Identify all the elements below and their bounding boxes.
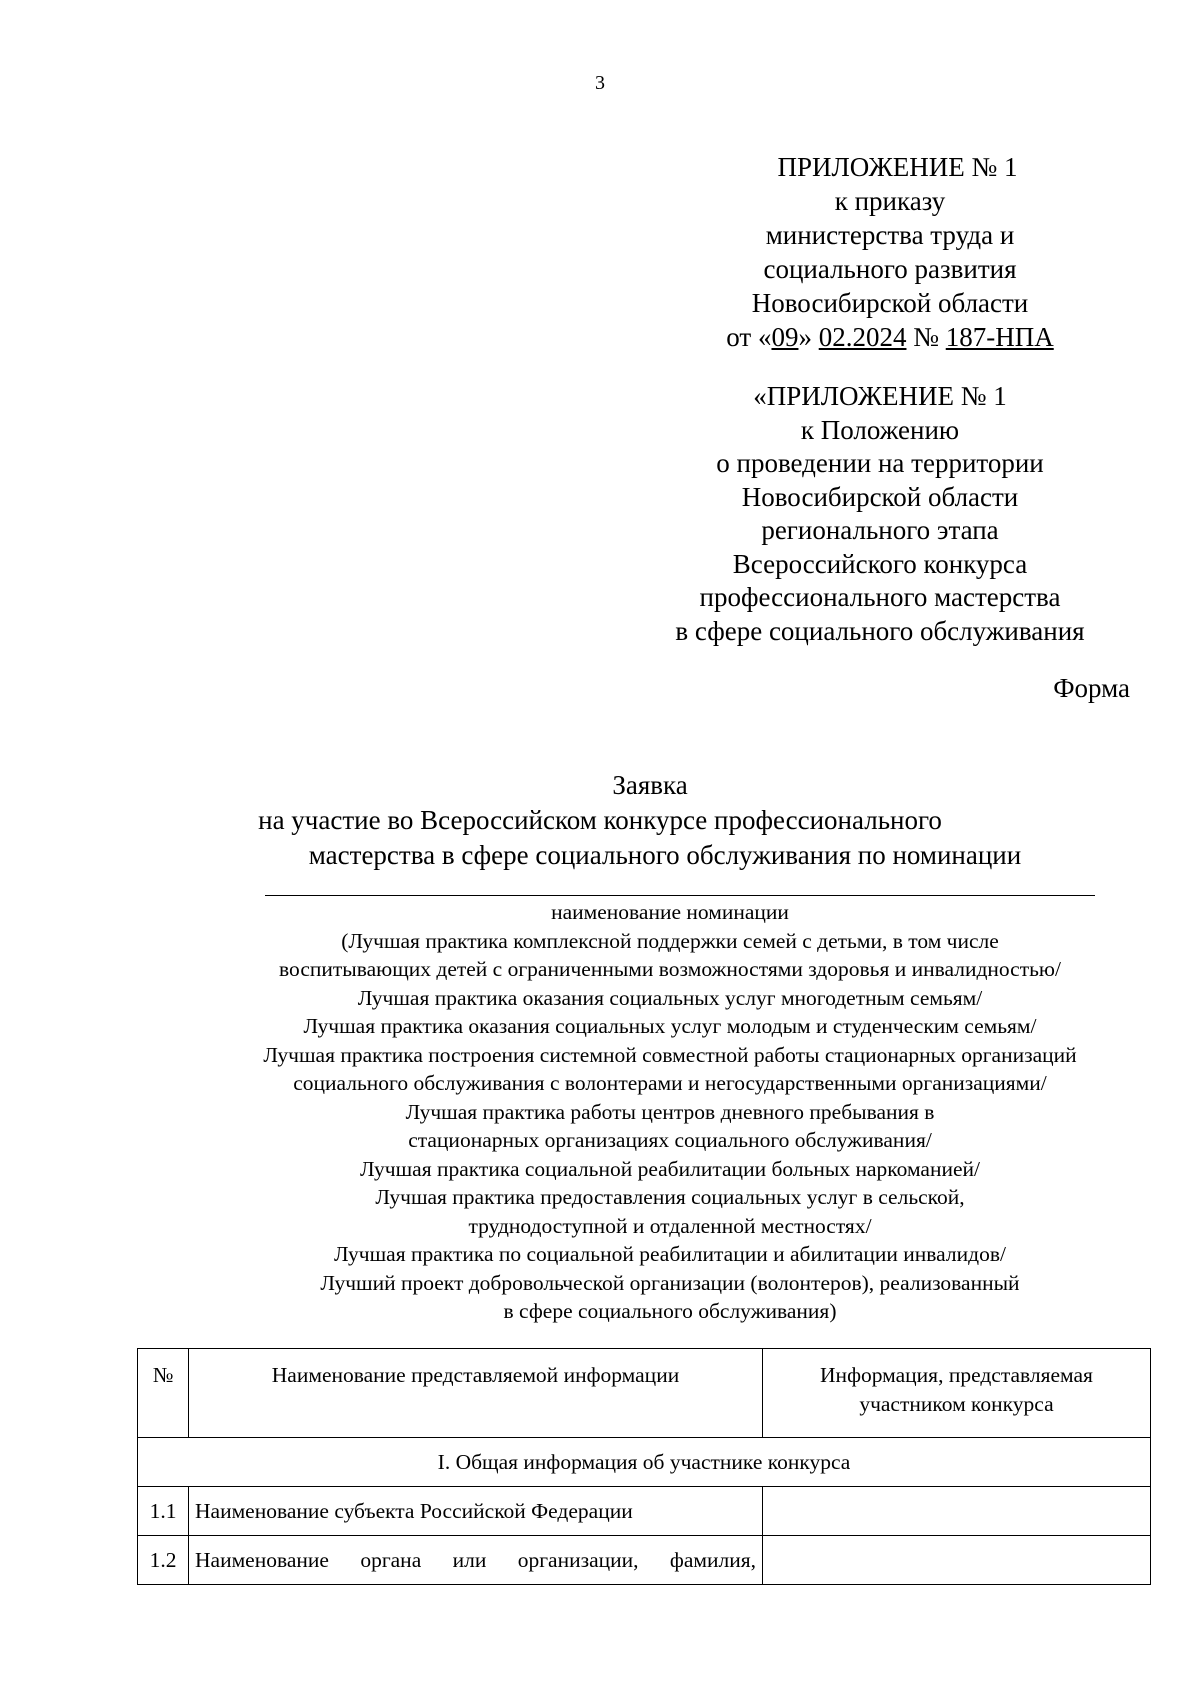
- regulation-appendix: [660, 380, 1100, 648]
- nomination-line: стационарных организациях социального обслуживания/: [408, 1128, 932, 1152]
- nomination-line: воспитывающих детей с ограниченными возможностями здоровья и инвалидностью/: [279, 957, 1061, 981]
- order-reference: [700, 320, 1080, 354]
- application-line: мастерства в сфере социального обслуживания по номинации: [308, 840, 1022, 870]
- regulation-line: профессионального мастерства: [699, 582, 1061, 612]
- application-table: [137, 1348, 1151, 1585]
- nomination-line: труднодоступной и отдаленной местностях/: [468, 1213, 872, 1238]
- header-info-line: участником конкурса: [859, 1392, 1054, 1416]
- appendix-line: к приказу: [834, 186, 946, 216]
- nomination-line: Лучшая практика оказания социальных услуг многодетным семьям/: [357, 985, 983, 1010]
- form-label: Форма: [1053, 673, 1130, 703]
- row-name: Наименование органа или организации, фамилия,: [189, 1536, 763, 1585]
- appendix-line: Новосибирской области: [751, 288, 1029, 318]
- order-num-prefix: №: [906, 322, 946, 352]
- appendix-title: ПРИЛОЖЕНИЕ № 1: [777, 152, 1018, 182]
- section-row: [138, 1438, 1151, 1487]
- header-name: Наименование представляемой информации: [189, 1349, 763, 1438]
- table-header-row: [138, 1349, 1151, 1438]
- regulation-line: о проведении на территории: [716, 448, 1044, 478]
- table-row: [138, 1536, 1151, 1585]
- nomination-line: Лучшая практика социальной реабилитации больных наркоманией/: [360, 1156, 980, 1181]
- section-title: I. Общая информация об участнике конкурса: [138, 1438, 1151, 1487]
- nomination-line: Лучшая практика работы центров дневного пребывания в: [405, 1099, 935, 1124]
- order-prefix: от «: [726, 322, 772, 352]
- order-day: 09: [771, 322, 799, 352]
- regulation-line: в сфере социального обслуживания: [675, 615, 1085, 646]
- row-name: Наименование субъекта Российской Федерации: [189, 1487, 763, 1536]
- application-heading: [0, 768, 1200, 873]
- regulation-line: регионального этапа: [761, 515, 999, 545]
- nomination-line: социального обслуживания с волонтерами и негосударственными организациями/: [293, 1071, 1047, 1095]
- nomination-line: Лучший проект добровольческой организации (волонтеров), реализованный: [320, 1270, 1020, 1295]
- table-row: [138, 1487, 1151, 1536]
- row-num: 1.1: [138, 1487, 189, 1536]
- regulation-line: Новосибирской области: [741, 481, 1019, 512]
- nomination-line: (Лучшая практика комплексной поддержки семей с детьми, в том числе: [341, 928, 999, 953]
- page-number: 3: [595, 72, 605, 94]
- nomination-line: Лучшая практика предоставления социальных услуг в сельской,: [375, 1185, 965, 1209]
- appendix-line: министерства труда и: [765, 220, 1015, 250]
- nomination-block: [0, 898, 1200, 1326]
- nomination-line: Лучшая практика по социальной реабилитации и абилитации инвалидов/: [334, 1242, 1006, 1266]
- header-info-line: Информация, представляемая: [820, 1363, 1093, 1387]
- nomination-line: в сфере социального обслуживания): [503, 1299, 837, 1323]
- appendix-header: [700, 150, 1080, 354]
- application-title: Заявка: [612, 770, 688, 800]
- nomination-blank-line: [265, 895, 1095, 896]
- order-mid: »: [798, 322, 819, 352]
- regulation-line: Всероссийского конкурса: [732, 548, 1028, 579]
- nomination-line: Лучшая практика построения системной совместной работы стационарных организаций: [263, 1042, 1077, 1067]
- row-value-cell[interactable]: [763, 1487, 1151, 1536]
- header-num: №: [138, 1349, 189, 1438]
- order-number: 187-НПА: [945, 322, 1054, 352]
- appendix-line: социального развития: [763, 254, 1017, 284]
- row-value-cell[interactable]: [763, 1536, 1151, 1585]
- regulation-line: к Положению: [800, 414, 960, 445]
- regulation-title: «ПРИЛОЖЕНИЕ № 1: [753, 381, 1007, 411]
- header-info: [763, 1349, 1151, 1438]
- application-line: на участие во Всероссийском конкурсе профессионального: [258, 805, 942, 835]
- order-date: 02.2024: [818, 322, 907, 352]
- row-num: 1.2: [138, 1536, 189, 1585]
- nomination-caption: наименование номинации: [551, 900, 789, 924]
- nomination-line: Лучшая практика оказания социальных услуг молодым и студенческим семьям/: [303, 1014, 1037, 1038]
